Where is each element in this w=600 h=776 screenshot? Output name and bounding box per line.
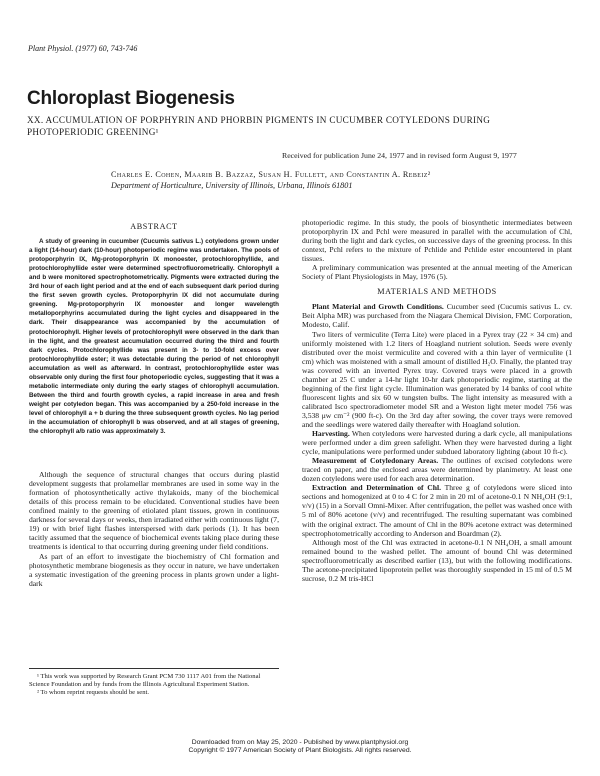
paragraph-text: Three g of cotyledons were sliced into sections and homogenized at 0 to 4 C for 2 min in 20 ml of acetone-0.1 N NH₄OH (9:1, v/v) (15) in a Sorvall Omni-Mixer. After centrifugation, the pellet was washed once with 5 ml of 80% acetone (v/v) and recentrifuged. The resulting supernatant was combined with the original extract. The amount of Chl in the 80% acetone extract was determined spectrophotometrically according to Anderson and Boardman (2).: [302, 483, 572, 538]
methods-paragraph: [302, 302, 572, 329]
intro-paragraph: Although the sequence of structural changes that occurs during plastid development suggests that prolamellar membranes are used in some way in the formation of photosynthetically active thylakoids, many of the biochemical details of this process remain to be elucidated. Conventional studies have been confined mainly to the greening of etiolated plant tissues, grown in continuous darkness for several days or weeks, then irradiated either with continuous light (7, 19) or with brief light flashes interspersed with dark periods (1). It has been tacitly assumed that the sequence of biochemical events taking place during these treatments is identical to that occurring during greening under field conditions.: [29, 470, 279, 552]
methods-paragraph: [302, 456, 572, 483]
methods-paragraph: Although most of the Chl was extracted in acetone-0.1 N NH₄OH, a small amount remained bound to the washed pellet. The amount of bound Chl was determined spectrofluorometrically as described earlier (13), but with the following modifications. The acetone-precipitated lipoprotein pellet was thoroughly suspended in 15 ml of 0.5 M sucrose, 0.2 M tris-HCl: [302, 537, 572, 583]
author-list: Charles E. Cohen, Maarib B. Bazzaz, Susan H. Fullett, and Constantin A. Rebeiz²: [111, 170, 431, 179]
subsection-heading: Extraction and Determination of Chl.: [312, 483, 442, 493]
subsection-heading: Harvesting.: [312, 429, 350, 439]
paper-subtitle: XX. ACCUMULATION OF PORPHYRIN AND PHORBIN PIGMENTS IN CUCUMBER COTYLEDONS DURING PHOTOPERIODIC GREENING¹: [27, 115, 491, 137]
copyright-line: Copyright © 1977 American Society of Plant Biologists. All rights reserved.: [188, 747, 412, 755]
journal-citation: Plant Physiol. (1977) 60, 743-746: [28, 44, 138, 53]
methods-paragraph: [302, 483, 572, 537]
footnote: ² To whom reprint requests should be sent.: [37, 689, 150, 696]
paragraph-text: The outlines of excised cotyledons were traced on paper, and the enclosed areas were determined by planimetry. At least one dozen cotyledons were used for each area determination.: [302, 456, 573, 484]
body-paragraph: photoperiodic regime. In this study, the pools of biosynthetic intermediates between protoporphyrin IX and Pchl were measured in parallel with the accumulation of Chl, during both the light and dark cycles, on successive days of the greening process. In this context, Pchl refers to the mixture of Pchlide and Pchlide ester encountered in plant tissues.: [302, 218, 572, 264]
download-notice: [178, 739, 422, 756]
footnotes: [29, 668, 279, 697]
methods-paragraph: Two liters of vermiculite (Terra Lite) were placed in a Pyrex tray (22 × 34 cm) and uniformly moistened with 1.2 liters of Hoagland nutrient solution. Seeds were evenly distributed over the moist vermiculite and covered with a thin layer of vermiculite (1 cm) which was moistened with a small amount of distilled H₂O. Finally, the planted tray was covered with an inverted Pyrex tray. Covered trays were placed in a growth chamber at 25 C under a 14-hr light 10-hr dark photoperiodic regime, starting at the beginning of the first light cycle. Illumination was generated by 14 banks of cool white fluorescent lights and six 60 w tungsten bulbs. The light intensity as measured with a calibrated Isco spectroradiometer model SR and a Weston light meter model 756 was 3,538 μw cm⁻² (900 ft-c). On the 3rd day after sowing, the cover trays were removed and the seedlings were watered daily thereafter with Hoagland solution.: [302, 329, 572, 429]
body-paragraph: A preliminary communication was presented at the annual meeting of the American Society of Plant Physiologists in May, 1976 (5).: [302, 263, 572, 282]
intro-paragraph: As part of an effort to investigate the biochemistry of Chl formation and photosynthetic membrane biogenesis as they occur in nature, we have undertaken a systematic investigation of the greening process in plants grown under a light-dark: [29, 551, 279, 588]
subsection-heading: Plant Material and Growth Conditions.: [312, 302, 444, 312]
paragraph-text: Cucumber seed (Cucumis sativus L. cv. Beit Alpha MR) was purchased from the Niagara Chemical Division, FMC Corporation, Modesto, Calif.: [302, 302, 572, 330]
methods-heading: MATERIALS AND METHODS: [377, 287, 497, 297]
received-date: Received for publication June 24, 1977 and in revised form August 9, 1977: [282, 151, 517, 160]
affiliation: Department of Horticulture, University of Illinois, Urbana, Illinois 61801: [111, 181, 353, 190]
abstract-body: A study of greening in cucumber (Cucumis sativus L.) cotyledons grown under a light (14-hour) dark (10-hour) photoperiodic regime was undertaken. The pools of protoporphyrin IX, Mg-protoporphyrin IX monoester, protochlorophyllide, and protochlorophyllide ester were determined spectrofluorometrically. Chlorophyll a and b were monitored spectrophotometrically. Pigments were extracted during the 3rd hour of each light period and at the end of each subsequent dark period during the first seven growth cycles. Protoporphyrin IX did not accumulate during greening. Mg-protoporphyrin IX monoester and longer wavelength metalloporphyrins accumulated during the light cycles and disappeared in the dark. Their disappearance was accompanied by the accumulation of protochlorophyll. Higher levels of protochlorophyll were observed in the dark than in the light, and the greatest accumulation occurred during the third and fourth dark cycles. Protochlorophyllide was present in 3- to 10-fold excess over protochlorophyllide ester; it was detectable during the period of net chlorophyll accumulation as well as afterward. In contrast, protochlorophyllide ester was observable only during the first four photoperiodic cycles, suggesting that it was a metabolic intermediate only during the early stages of chlorophyll accumulation. Between the third and fourth growth cycles, a rapid increase in area and fresh weight per cotyledon began. This was accompanied by a 250-fold increase in the level of chlorophyll a + b during the three subsequent growth cycles. No lag period in the accumulation of chlorophyll b was observed, and at all stages of greening, the chlorophyll a/b ratio was approximately 3.: [29, 238, 279, 436]
paper-title: Chloroplast Biogenesis: [27, 88, 235, 109]
download-line: Downloaded from on May 25, 2020 - Published by www.plantphysiol.org: [191, 739, 409, 746]
subsection-heading: Measurement of Cotyledonary Areas.: [312, 456, 439, 466]
right-column: [302, 218, 572, 583]
methods-paragraph: [302, 429, 572, 456]
abstract-heading: ABSTRACT: [130, 222, 178, 231]
footnote: ¹ This work was supported by Research Grant PCM 730 1117 A01 from the National Science Foundation and by funds from the Illinois Agricultural Experiment Station.: [29, 673, 261, 688]
paragraph-text: When cotyledons were harvested during a dark cycle, all manipulations were performed under a dim green safelight. When they were harvested during a light cycle, manipulations were performed under subdued laboratory lighting (about 10 ft-c).: [302, 429, 572, 457]
left-column: [29, 222, 279, 588]
